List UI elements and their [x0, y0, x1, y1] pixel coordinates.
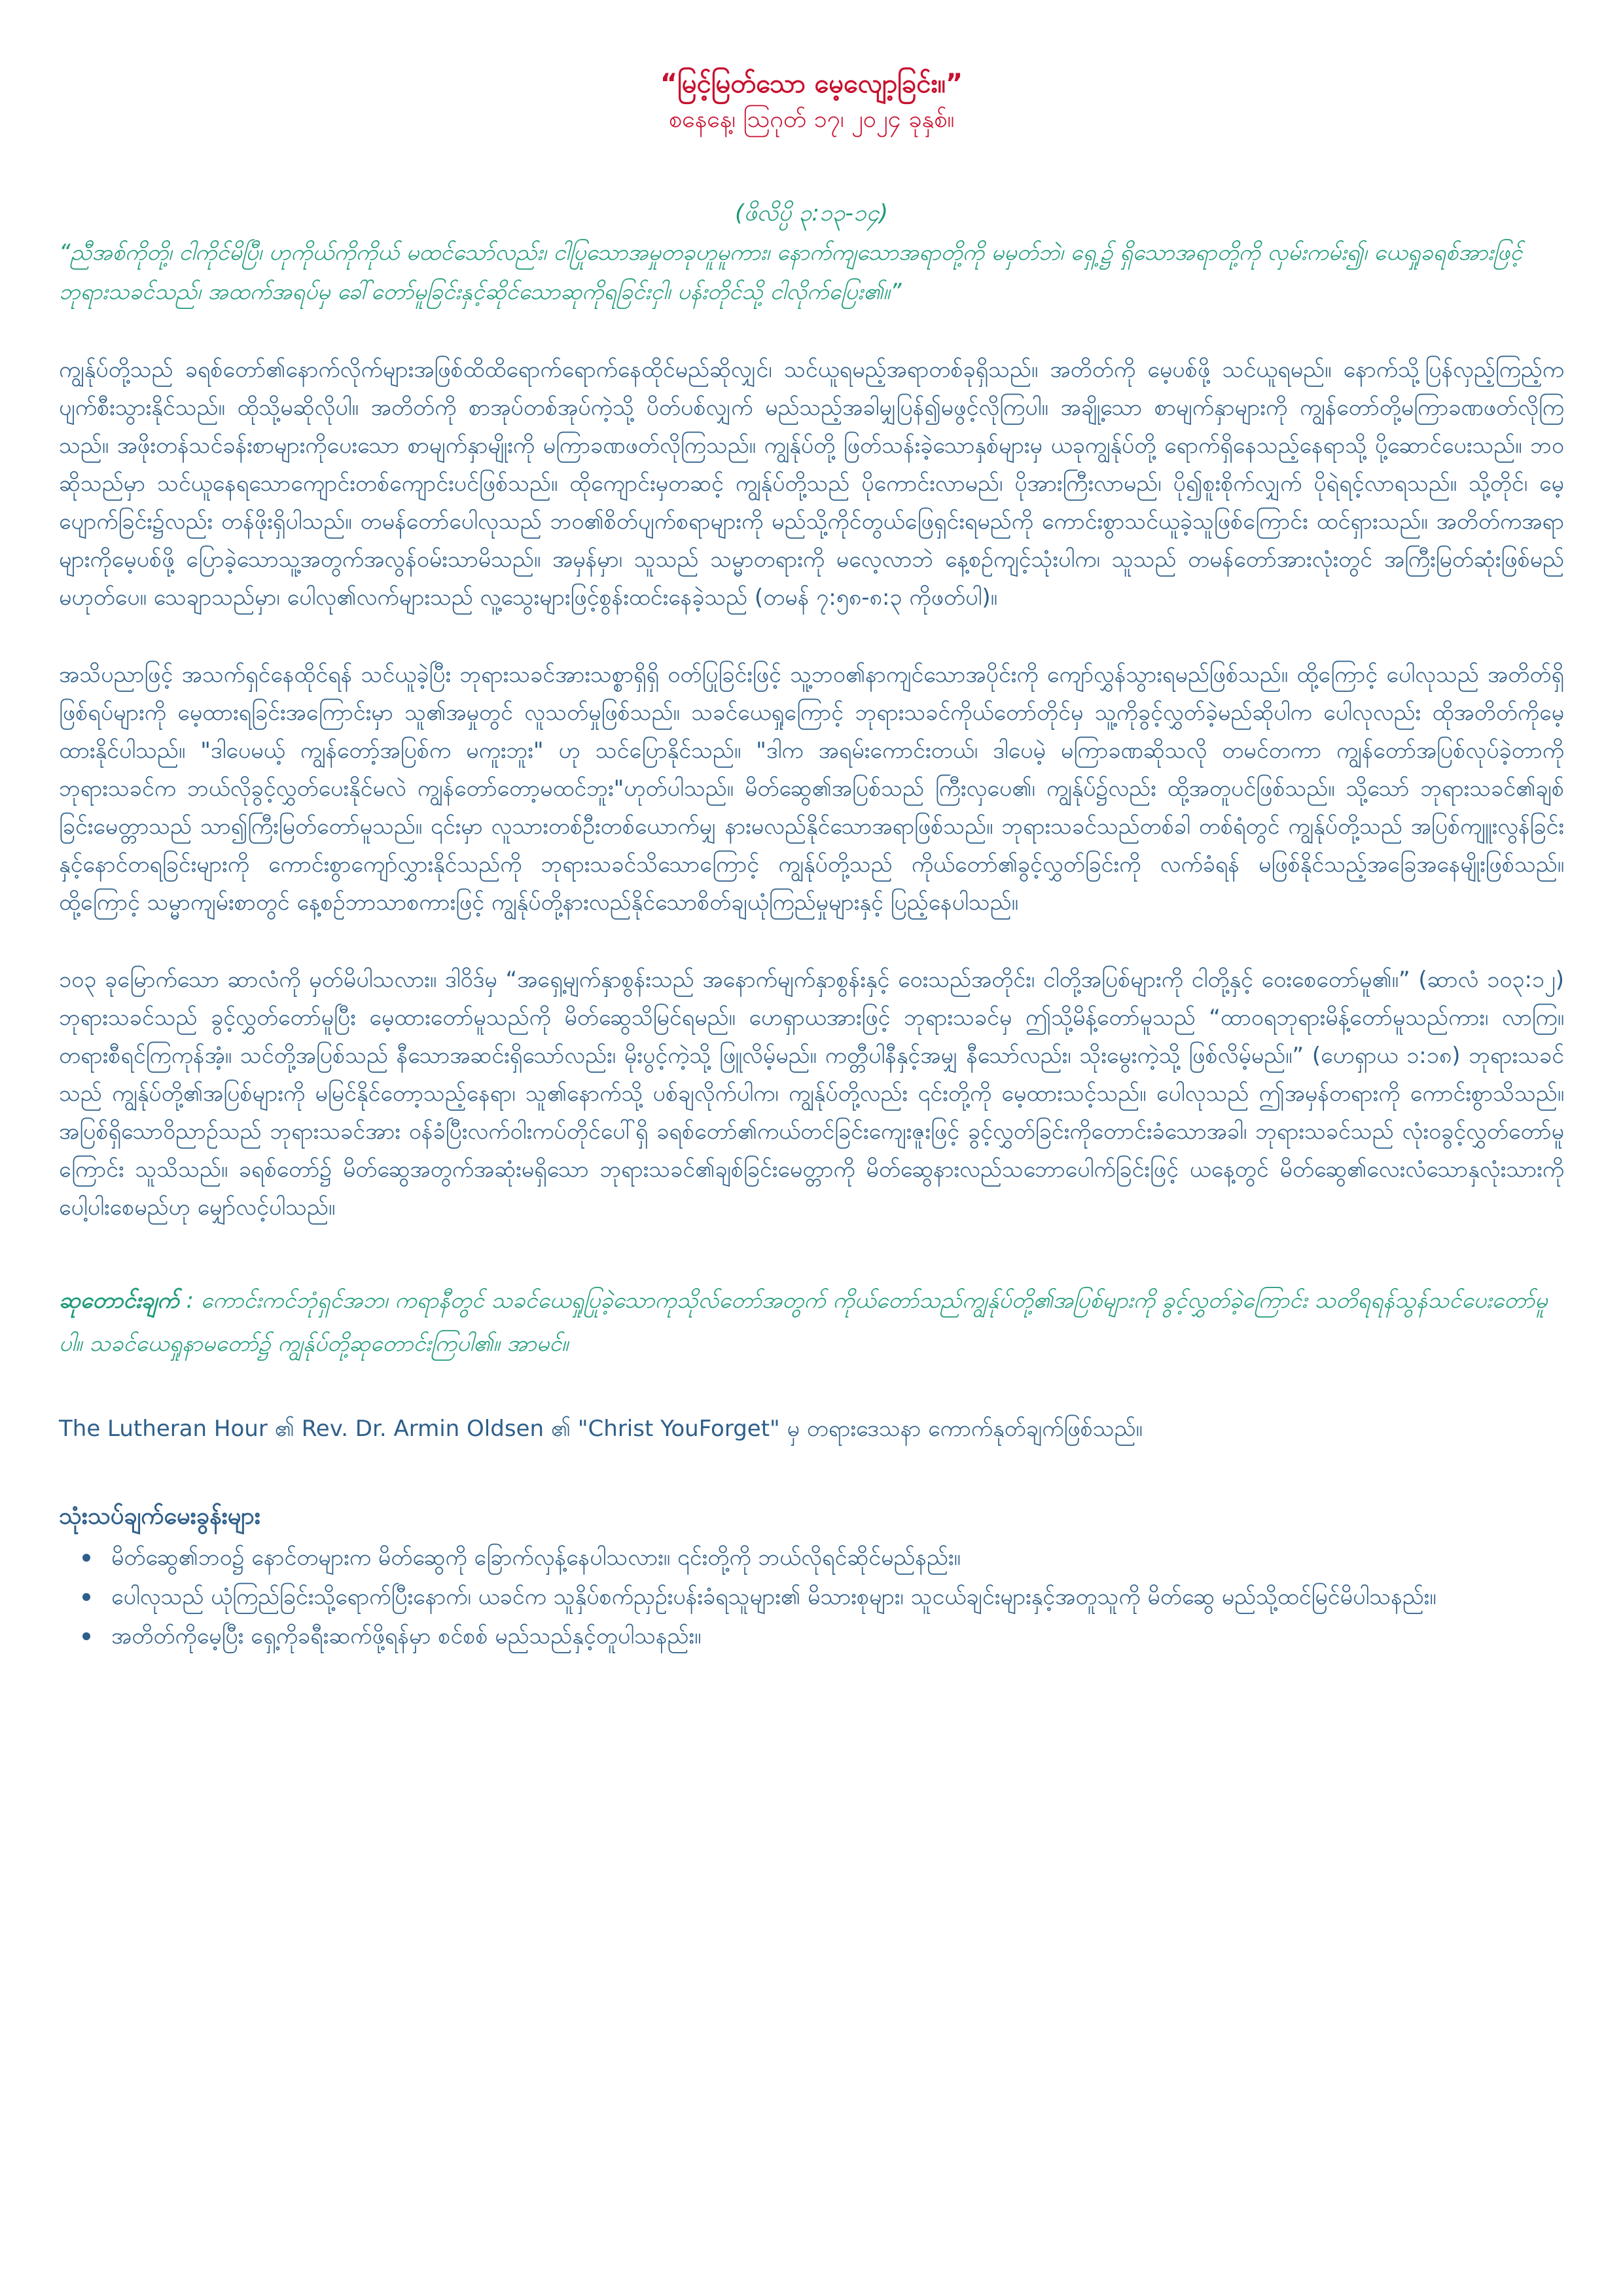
list-item [59, 1579, 1564, 1615]
devotional-page [59, 65, 1564, 1657]
body-paragraph-3: ၁၀၃ ခုမြောက်သော ဆာလံကို မှတ်မိပါသလား။ ဒါဝိဒ်မှ “အရှေ့မျက်နှာစွန်းသည် အနောက်မျက်နှာစွန်းနှင့် ဝေးသည်အတိုင်း၊ ငါတို့အပြစ်များကို ငါတို့နှင့် ဝေးစေတော်မူ၏။” (ဆာလံ ၁၀၃:၁၂) ဘုရားသခင်သည် ခွင့်လွှတ်တော်မူပြီး မေ့ထားတော်မူသည်ကို မိတ်ဆွေသိမြင်ရမည်။ ဟေရှာယအားဖြင့် ဘုရားသခင်မှ ဤသို့မိန့်တော်မူသည် “ထာဝရဘုရားမိန့်တော်မူသည်ကား၊ လာကြ။ တရားစီရင်ကြကုန်အံ့။ သင်တို့အပြစ်သည် နီသောအဆင်းရှိသော်လည်း၊ မိုးပွင့်ကဲ့သို့ ဖြူလိမ့်မည်။ ကတ္တီပါနီနှင့်အမျှ နီသော်လည်း၊ သိုးမွေးကဲ့သို့ ဖြစ်လိမ့်မည်။” (ဟေရှာယ ၁:၁၈) ဘုရားသခင်သည် ကျွန်ုပ်တို့၏အပြစ်များကို မမြင်နိုင်တော့သည့်နေရာ၊ သူ၏နောက်သို့ ပစ်ချလိုက်ပါက၊ ကျွန်ုပ်တို့လည်း ၎င်းတို့ကို မေ့ထားသင့်သည်။ ပေါလုသည် ဤအမှန်တရားကို ကောင်းစွာသိသည်။ အပြစ်ရှိသောဝိညာဉ်သည် ဘုရားသခင်အား ဝန်ခံပြီးလက်ဝါးကပ်တိုင်ပေါ်ရှိ ခရစ်တော်၏ကယ်တင်ခြင်းကျေးဇူးဖြင့် ခွင့်လွှတ်ခြင်းကိုတောင်းခံသောအခါ၊ ဘုရားသခင်သည် လုံးဝခွင့်လွှတ်တော်မူကြောင်း သူသိသည်။ ခရစ်တော်၌ မိတ်ဆွေအတွက်အဆုံးမရှိသော ဘုရားသခင်၏ချစ်ခြင်းမေတ္တာကို မိတ်ဆွေနားလည်သဘောပေါက်ခြင်းဖြင့် ယနေ့တွင် မိတ်ဆွေ၏လေးလံသောနှလုံးသားကို ပေါ့ပါးစေမည်ဟု မျှော်လင့်ပါသည်။ [59, 967, 1564, 1221]
prayer-text: : ကောင်းကင်ဘုံရှင်အဘ၊ ကရာနီတွင် သခင်ယေရှုပြုခဲ့သောကုသိုလ်တော်အတွက် ကိုယ်တော်သည်ကျွန်ုပ်တို့၏အပြစ်များကို ခွင့်လွှတ်ခဲ့ကြောင်း သတိရရန်သွန်သင်ပေးတော်မူပါ။ သခင်ယေရှုနာမတော်၌ ကျွန်ုပ်တို့ဆုတောင်းကြပါ၏။ အာမင်။ [59, 1287, 1548, 1357]
question-text: အတိတ်ကိုမေ့ပြီး ရှေ့ကိုခရီးဆက်ဖို့ရန်မှာ စင်စစ် မည်သည်နှင့်တူပါသနည်း။ [111, 1623, 702, 1649]
list-item [59, 1539, 1564, 1576]
reflection-questions-title: သုံးသပ်ချက်မေးခွန်းများ [59, 1503, 260, 1530]
devotional-date: စနေနေ့၊ ဩဂုတ် ၁၇၊ ၂၀၂၄ ခုနှစ်။ [668, 106, 955, 133]
scripture-text: “ညီအစ်ကိုတို့၊ ငါကိုင်မိပြီ၊ ဟုကိုယ်ကိုကိုယ် မထင်သော်လည်း၊ ငါပြုသောအမှုတခုဟူမူကား၊ နောက်ကျသောအရာတို့ကို မမှတ်ဘဲ၊ ရှေ့၌ ရှိသောအရာတို့ကို လှမ်းကမ်း၍၊ ယေရှုခရစ်အားဖြင့် ဘုရားသခင်သည်၊ အထက်အရပ်မှ ခေါ်တော်မူခြင်းနှင့်ဆိုင်သောဆုကိုရခြင်းငှါ၊ ပန်းတိုင်သို့ ငါလိုက်ပြေး၏။” [59, 240, 1523, 305]
list-item [59, 1618, 1564, 1655]
body-paragraph-1: ကျွန်ုပ်တို့သည် ခရစ်တော်၏နောက်လိုက်များအဖြစ်ထိထိရောက်ရောက်နေထိုင်မည်ဆိုလျှင်၊ သင်ယူရမည့်အရာတစ်ခုရှိသည်။ အတိတ်ကို မေ့ပစ်ဖို့ သင်ယူရမည်။ နောက်သို့ပြန်လှည့်ကြည့်က ပျက်စီးသွားနိုင်သည်။ ထိုသို့မဆိုလိုပါ။ အတိတ်ကို စာအုပ်တစ်အုပ်ကဲ့သို့ ပိတ်ပစ်လျှက် မည်သည့်အခါမျှပြန်၍မဖွင့်လိုကြပါ။ အချို့သော စာမျက်နှာများကို ကျွန်တော်တို့မကြာခဏဖတ်လိုကြသည်။ အဖိုးတန်သင်ခန်းစာများကိုပေးသော စာမျက်နှာမျိုးကို မကြာခဏဖတ်လိုကြသည်။ ကျွန်ုပ်တို့ ဖြတ်သန်းခဲ့သောနှစ်များမှ ယခုကျွန်ုပ်တို့ ရောက်ရှိနေသည့်နေရာသို့ ပို့ဆောင်ပေးသည်။ ဘဝဆိုသည်မှာ သင်ယူနေရသောကျောင်းတစ်ကျောင်းပင်ဖြစ်သည်။ ထိုကျောင်းမှတဆင့် ကျွန်ုပ်တို့သည် ပိုကောင်းလာမည်၊ ပိုအားကြီးလာမည်၊ ပို၍စူးစိုက်လျှက် ပိုရဲရင့်လာရသည်။ သို့တိုင်၊ မေ့ပျောက်ခြင်း၌လည်း တန်ဖိုးရှိပါသည်။ တမန်တော်ပေါလုသည် ဘဝ၏စိတ်ပျက်စရာများကို မည်သို့ကိုင်တွယ်ဖြေရှင်းရမည်ကို ကောင်းစွာသင်ယူခဲ့သူဖြစ်ကြောင်း ထင်ရှားသည်။ အတိတ်ကအရာများကိုမေ့ပစ်ဖို့ ပြောခဲ့သောသူ့အတွက်အလွန်ဝမ်းသာမိသည်။ အမှန်မှာ၊ သူသည် သမ္မာတရားကို မလေ့လာဘဲ နေ့စဉ်ကျင့်သုံးပါက၊ သူသည် တမန်တော်အားလုံးတွင် အကြီးမြတ်ဆုံးဖြစ်မည်မဟုတ်ပေ။ သေချာသည်မှာ၊ ပေါလု၏လက်များသည် လူ့သွေးများဖြင့်စွန်းထင်းနေခဲ့သည် (တမန် ၇:၅၈-၈:၃ ကိုဖတ်ပါ)။ [59, 357, 1564, 611]
scripture-reference: (ဖိလိပ္ပိ ၃:၁၃-၁၄) [734, 200, 889, 226]
prayer-section [59, 1279, 1564, 1365]
question-text: မိတ်ဆွေ၏ဘဝ၌ နောင်တများက မိတ်ဆွေကို ခြောက်လှန့်နေပါသလား။ ၎င်းတို့ကို ဘယ်လိုရင်ဆိုင်မည်နည်း။ [111, 1545, 961, 1571]
devotional-title: “မြင့်မြတ်သော မေ့လျော့ခြင်း။” [660, 69, 963, 99]
bullet-icon [82, 1554, 90, 1562]
body-paragraph-2: အသိပညာဖြင့် အသက်ရှင်နေထိုင်ရန် သင်ယူခဲ့ပြီး ဘုရားသခင်အားသစ္စာရှိရှိ ဝတ်ပြုခြင်းဖြင့် သူ့ဘဝ၏နာကျင်သောအပိုင်းကို ကျော်လွှန်သွားရမည်ဖြစ်သည်။ ထို့ကြောင့် ပေါလုသည် အတိတ်ရှိဖြစ်ရပ်များကို မေ့ထားရခြင်းအကြောင်းမှာ သူ၏အမှုတွင် လူသတ်မှုဖြစ်သည်။ သခင်ယေရှုကြောင့် ဘုရားသခင်ကိုယ်တော်တိုင်မှ သူ့ကိုခွင့်လွှတ်ခဲ့မည်ဆိုပါက ပေါလုလည်း ထိုအတိတ်ကိုမေ့ထားနိုင်ပါသည်။ "ဒါပေမယ့် ကျွန်တော့်အပြစ်က မကူးဘူး" ဟု သင်ပြောနိုင်သည်။ "ဒါက အရမ်းကောင်းတယ်၊ ဒါပေမဲ့ မကြာခဏဆိုသလို တမင်တကာ ကျွန်တော်အပြစ်လုပ်ခဲ့တာကို ဘုရားသခင်က ဘယ်လိုခွင့်လွှတ်ပေးနိုင်မလဲ ကျွန်တော်တော့မထင်ဘူး"ဟုတ်ပါသည်။ မိတ်ဆွေ၏အပြစ်သည် ကြီးလှပေ၏၊ ကျွန်ုပ်၌လည်း ထို့အတူပင်ဖြစ်သည်။ သို့သော် ဘုရားသခင်၏ချစ်ခြင်းမေတ္တာသည် သာ၍ကြီးမြတ်တော်မူသည်။ ၎င်းမှာ လူသားတစ်ဦးတစ်ယောက်မျှ နားမလည်နိုင်သောအရာဖြစ်သည်။ ဘုရားသခင်သည်တစ်ခါ တစ်ရံတွင် ကျွန်ုပ်တို့သည် အပြစ်ကျူးလွန်ခြင်းနှင့်နောင်တရခြင်းများကို ကောင်းစွာကျော်လွှားနိုင်သည်ကို ဘုရားသခင်သိသောကြောင့် ကျွန်ုပ်တို့သည် ကိုယ်တော်၏ခွင့်လွှတ်ခြင်းကို လက်ခံရန် မဖြစ်နိုင်သည့်အခြေအနေမျိုးဖြစ်သည်။ ထို့ကြောင့် သမ္မာကျမ်းစာတွင် နေ့စဉ်ဘာသာစကားဖြင့် ကျွန်ုပ်တို့နားလည်နိုင်သောစိတ်ချယုံကြည်မှုများနှင့် ပြည့်နေပါသည်။ [59, 662, 1564, 916]
prayer-label: ဆုတောင်းချက် [59, 1287, 179, 1314]
bullet-icon [82, 1593, 90, 1601]
source-credit: The Lutheran Hour ၏ Rev. Dr. Armin Oldsen ၏ "Christ YouForget" မှ တရားဒေသနာ ကောက်နုတ်ချက်ဖြစ်သည်။ [59, 1416, 1143, 1442]
question-text: ပေါလုသည် ယုံကြည်ခြင်းသို့ရောက်ပြီးနောက်၊ ယခင်က သူနှိပ်စက်ညှဉ်းပန်းခံရသူများ၏ မိသားစုများ၊ သူငယ်ချင်းများနှင့်အတူသူကို မိတ်ဆွေ မည်သို့ထင်မြင်မိပါသနည်း။ [111, 1584, 1436, 1610]
reflection-questions-list [59, 1539, 1564, 1655]
bullet-icon [82, 1632, 90, 1640]
